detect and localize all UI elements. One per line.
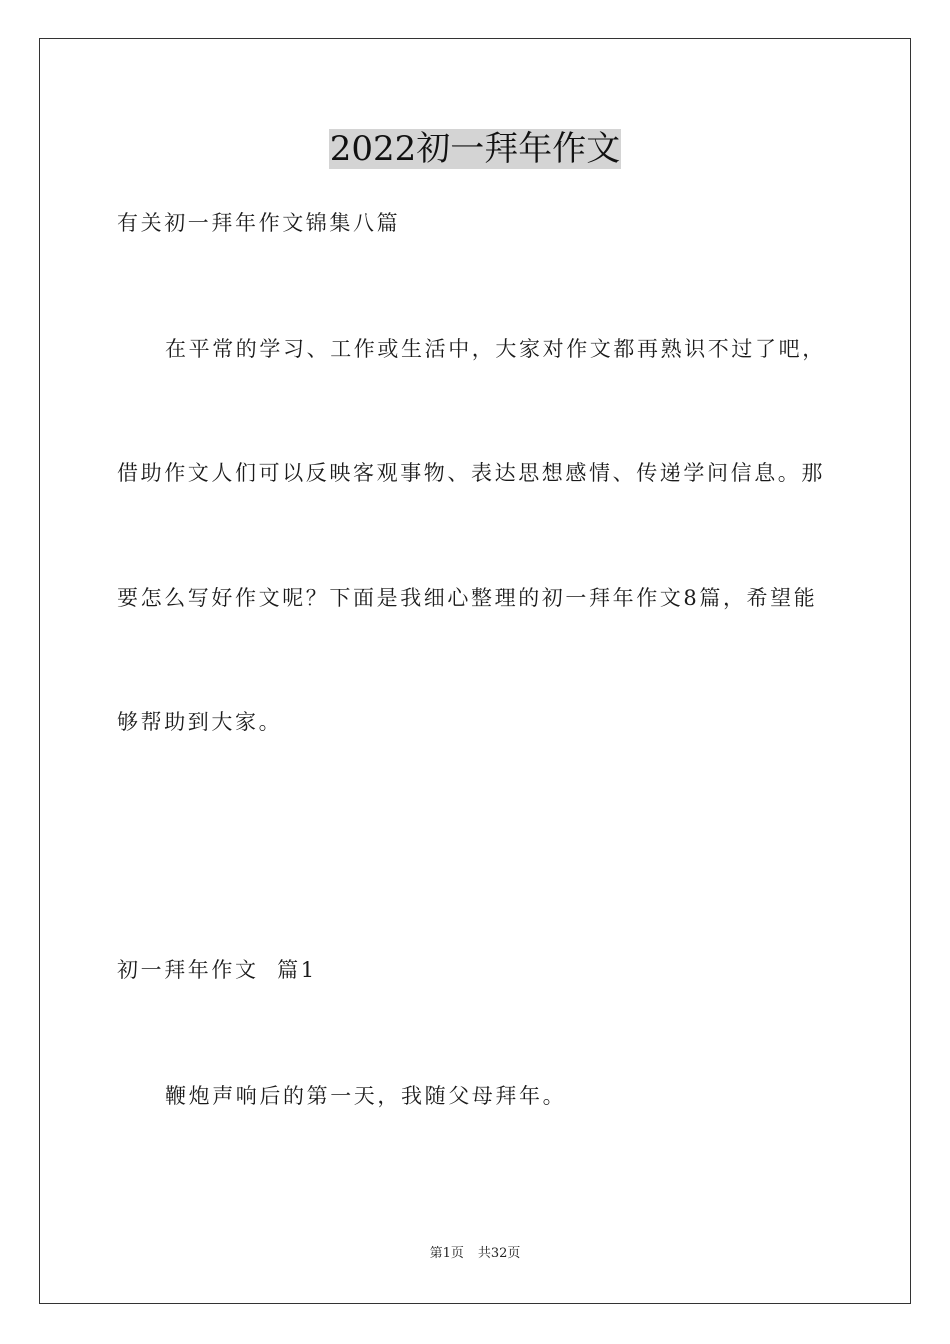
document-subtitle: 有关初一拜年作文锦集八篇 xyxy=(117,211,401,235)
page-footer xyxy=(0,1245,950,1263)
document-title xyxy=(0,125,950,173)
section-heading: 初一拜年作文 篇1 xyxy=(117,958,317,982)
intro-line-1: 在平常的学习、工作或生活中，大家对作文都再熟识不过了吧， xyxy=(165,337,826,361)
intro-line-4: 够帮助到大家。 xyxy=(117,710,283,734)
page-total: 共32页 xyxy=(477,1246,521,1261)
page-number: 第1页 xyxy=(429,1246,464,1261)
intro-line-2: 借助作文人们可以反映客观事物、表达思想感情、传递学问信息。那 xyxy=(117,461,825,485)
section-paragraph-line: 鞭炮声响后的第一天，我随父母拜年。 xyxy=(165,1084,567,1108)
intro-line-3: 要怎么写好作文呢？下面是我细心整理的初一拜年作文8篇，希望能 xyxy=(117,586,818,610)
document-title-text: 2022初一拜年作文 xyxy=(329,129,621,169)
